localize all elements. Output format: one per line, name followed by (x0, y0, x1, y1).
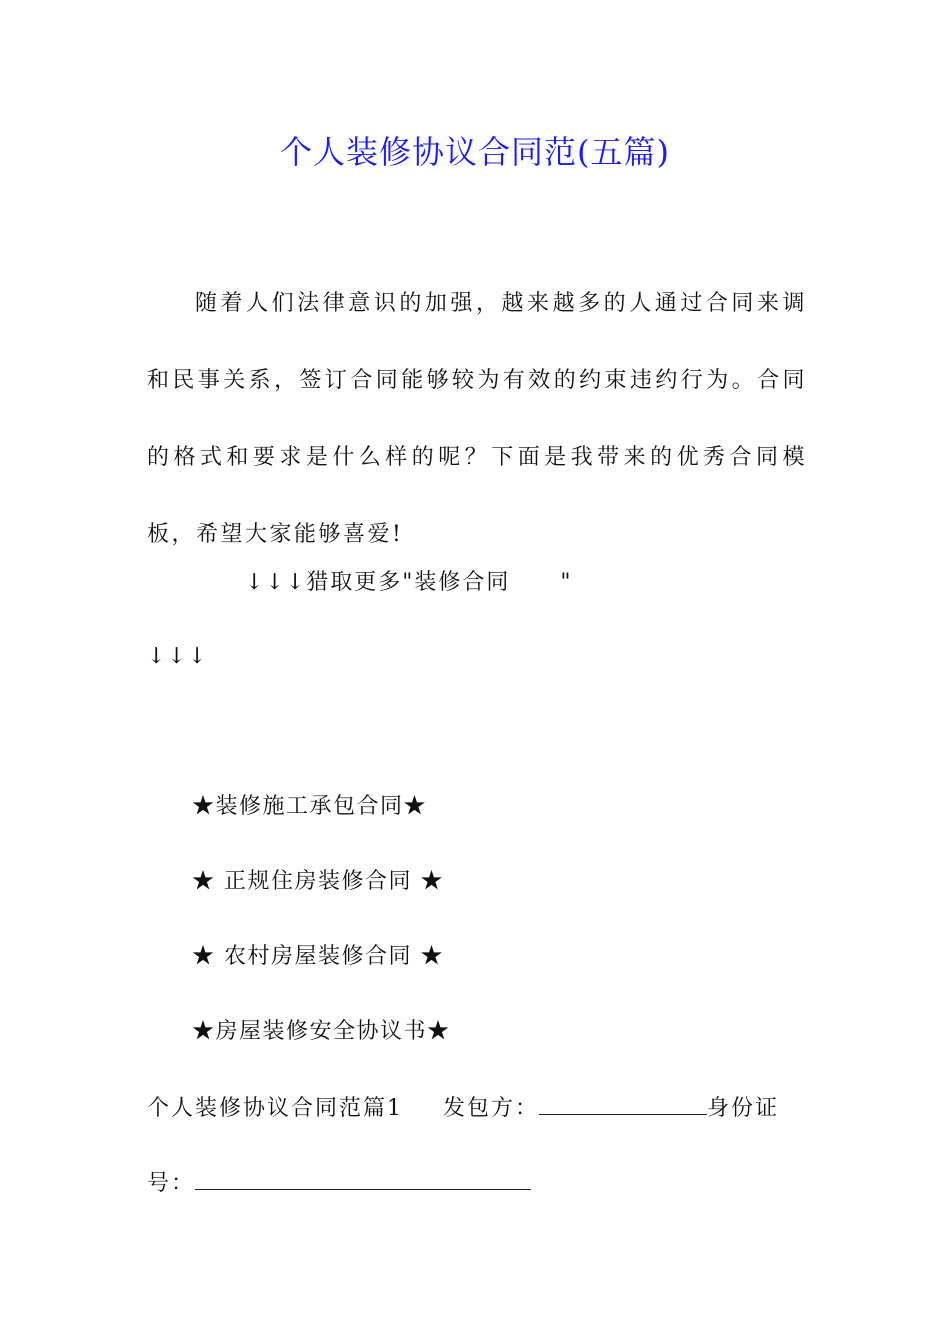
page-title: 个人装修协议合同范(五篇) (280, 133, 670, 171)
more-contracts-line (245, 566, 573, 600)
id-blank (195, 1165, 531, 1190)
party-label: 发包方： (443, 1096, 540, 1121)
section1-heading: 个人装修协议合同范篇1 (147, 1096, 403, 1121)
more-contracts-prefix: ↓↓↓猎取更多"装修合同 (245, 570, 511, 595)
star-item-formal-housing[interactable]: ★ 正规住房装修合同 ★ (192, 869, 444, 894)
id-label-part1: 身份证 (707, 1096, 780, 1121)
section1-second-line (147, 1165, 807, 1201)
more-contracts-arrows: ↓↓↓ (147, 644, 209, 669)
intro-paragraph: 随着人们法律意识的加强，越来越多的人通过合同来调和民事关系，签订合同能够较为有效的约束违约行为。合同的格式和要求是什么样的呢？下面是我带来的优秀合同模板，希望大家能够喜爱! (147, 291, 807, 547)
id-label-part2: 号： (147, 1171, 196, 1196)
section1-first-line (147, 1090, 807, 1126)
more-contracts-suffix: " (560, 570, 573, 595)
star-item-renovation-construction[interactable]: ★装修施工承包合同★ (192, 794, 428, 819)
star-item-rural-housing[interactable]: ★ 农村房屋装修合同 ★ (192, 944, 444, 969)
party-blank (539, 1090, 707, 1115)
star-item-safety-agreement[interactable]: ★房屋装修安全协议书★ (192, 1019, 451, 1044)
